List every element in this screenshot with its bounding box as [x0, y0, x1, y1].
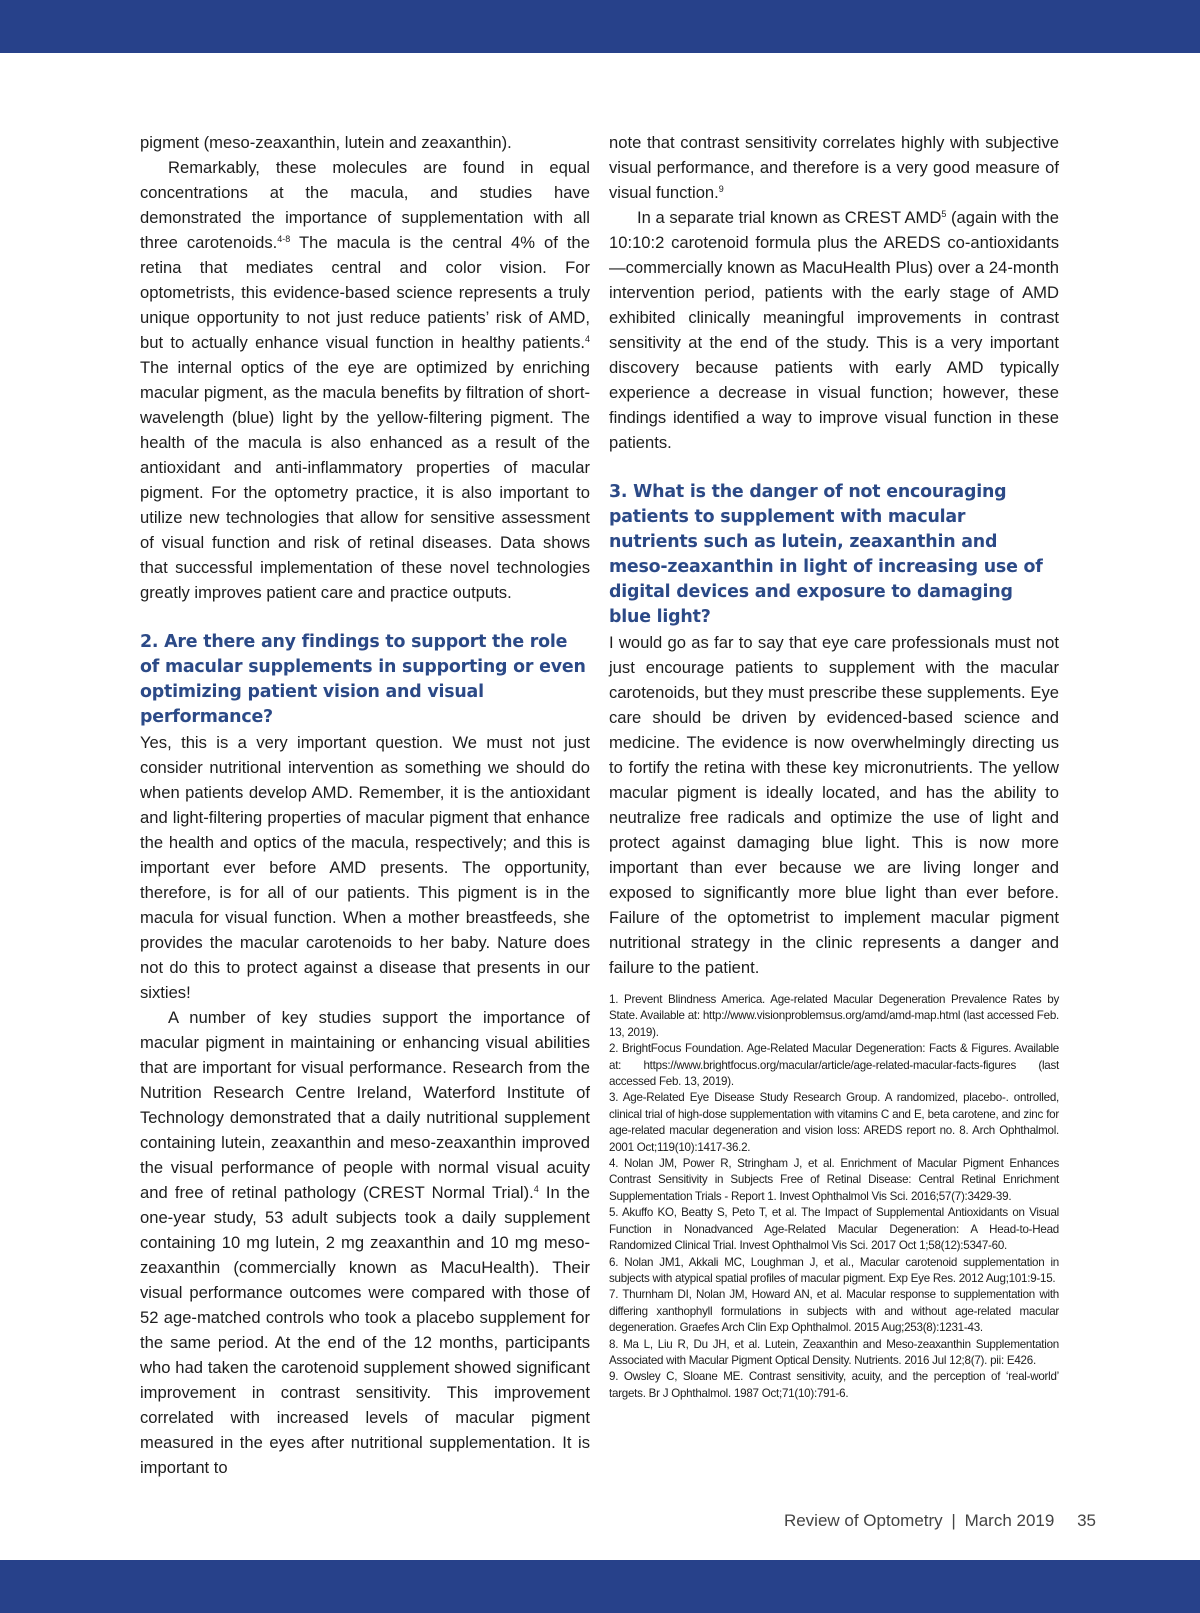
- left-paragraph-1: pigment (meso-zeaxanthin, lutein and zeaxanthin).: [140, 133, 512, 152]
- reference-item: 7. Thurnham DI, Nolan JM, Howard AN, et al. Macular response to supplementation with differing xanthophyll formulations in subjects with and without age-related macular degeneration. Graefes Arch Clin Exp Ophthalmol. 2015 Aug;253(8):1231-43.: [609, 1288, 1059, 1335]
- reference-item: 2. BrightFocus Foundation. Age-Related Macular Degeneration: Facts & Figures. Available at: https://www.brightfocus.org/macular/article/age-related-macular-facts-figures (last accessed Feb. 13, 2019).: [609, 1042, 1059, 1089]
- left-column: [140, 130, 590, 1480]
- reference-item: 5. Akuffo KO, Beatty S, Peto T, et al. The Impact of Supplemental Antioxidants on Visual Function in Nonadvanced Age-Related Macular Degeneration: A Head-to-Head Randomized Clinical Trial. Invest Ophthalmol Vis Sci. 2017 Oct 1;58(12):5347-60.: [609, 1206, 1059, 1253]
- reference-item: 9. Owsley C, Sloane ME. Contrast sensitivity, acuity, and the perception of ‘real-world’ targets. Br J Ophthalmol. 1987 Oct;71(10):791-6.: [609, 1370, 1059, 1400]
- right-paragraph-1: note that contrast sensitivity correlates highly with subjective visual performance, and therefore is a very good measure of visual function.$^9$: [609, 133, 1059, 202]
- page-footer: [784, 1511, 1096, 1531]
- top-color-band: [0, 0, 1200, 53]
- question-2-heading: 2. Are there any findings to support the role of macular supplements in supporting or even optimizing patient vision and visual performance?: [140, 632, 586, 727]
- reference-item: 1. Prevent Blindness America. Age-related Macular Degeneration Prevalence Rates by State. Available at: http://www.visionproblemsus.org/amd/amd-map.html (last accessed Feb. 13, 2019).: [609, 993, 1059, 1039]
- footnote-ref: 4-8: [277, 234, 291, 244]
- right-paragraph-2: In a separate trial known as CREST AMD$^5$ (again with the 10:10:2 carotenoid formula plus the AREDS co-antioxidants—commercially known as MacuHealth Plus) over a 24-month intervention period, patients with the early stage of AMD exhibited clinically meaningful improvements in contrast sensitivity at the end of the study. This is a very important discovery because patients with early AMD typically experience a decrease in visual function; however, these findings identified a way to improve visual function in these patients.: [609, 208, 1059, 452]
- issue-date: March 2019: [964, 1511, 1055, 1530]
- question-3-heading: 3. What is the danger of not encouraging patients to supplement with macular nutrients such as lutein, zeaxanthin and meso-zeaxanthin in light of increasing use of digital devices and exposure to damaging blue light?: [609, 482, 1043, 627]
- left-paragraph-3: Yes, this is a very important question. We must not just consider nutritional intervention as something we should do when patients develop AMD. Remember, it is the antioxidant and light-filtering properties of macular pigment that enhance the health and optics of the macula, respectively; and this is important ever before AMD presents. The opportunity, therefore, is for all of our patients. This pigment is in the macula for visual function. When a mother breastfeeds, she provides the macular carotenoids to her baby. Nature does not do this to protect against a disease that presents in our sixties!: [140, 733, 590, 1002]
- reference-item: 4. Nolan JM, Power R, Stringham J, et al. Enrichment of Macular Pigment Enhances Contrast Sensitivity in Subjects Free of Retinal Disease: Central Retinal Enrichment Supplementation Trials - Report 1. Invest Ophthalmol Vis Sci. 2016;57(7):3429-39.: [609, 1157, 1059, 1203]
- page-number: 35: [1077, 1511, 1096, 1530]
- left-paragraph-4: A number of key studies support the importance of macular pigment in maintaining or enhancing visual abilities that are important for visual performance. Research from the Nutrition Research Centre Ireland, Waterford Institute of Technology demonstrated that a daily nutritional supplement containing lutein, zeaxanthin and meso-zeaxanthin improved the visual performance of people with normal visual acuity and free of retinal pathology (CREST Normal Trial).$^4$ In the one-year study, 53 adult subjects took a daily supplement containing 10 mg lutein, 2 mg zeaxanthin and 10 mg meso-zeaxanthin (commercially known as MacuHealth). Their visual performance outcomes were compared with those of 52 age-matched controls who took a placebo supplement for the same period. At the end of the 12 months, participants who had taken the carotenoid supplement showed significant improvement in contrast sensitivity. This improvement correlated with increased levels of macular pigment measured in the eyes after nutritional supplementation. It is important to: [140, 1008, 590, 1477]
- footer-separator: |: [951, 1511, 956, 1530]
- footnote-ref: 4: [584, 334, 590, 344]
- footnote-ref: 9: [718, 184, 724, 194]
- footnote-ref: 4: [533, 1184, 539, 1194]
- references-list: [609, 992, 1059, 1402]
- right-column: [609, 130, 1059, 1402]
- reference-item: 3. Age-Related Eye Disease Study Research Group. A randomized, placebo-. ontrolled, clinical trial of high-dose supplementation with vitamins C and E, beta carotene, and zinc for age-related macular degeneration and vision loss: AREDS report no. 8. Arch Ophthalmol. 2001 Oct;119(10):1417-36.2.: [609, 1091, 1059, 1154]
- publication-name: Review of Optometry: [783, 1511, 943, 1530]
- left-paragraph-2: Remarkably, these molecules are found in equal concentrations at the macula, and studies have demonstrated the importance of supplementation with all three carotenoids.$^{4-8}$ The macula is the central 4% of the retina that mediates central and color vision. For optometrists, this evidence-based science represents a truly unique opportunity to not just reduce patients’ risk of AMD, but to actually enhance visual function in healthy patients.$^4$ The internal optics of the eye are optimized by enriching macular pigment, as the macula benefits by filtration of short-wavelength (blue) light by the yellow-filtering pigment. The health of the macula is also enhanced as a result of the antioxidant and anti-inflammatory properties of macular pigment. For the optometry practice, it is also important to utilize new technologies that allow for sensitive assessment of visual function and risk of retinal diseases. Data shows that successful implementation of these novel technologies greatly improves patient care and practice outputs.: [140, 158, 590, 602]
- reference-item: 8. Ma L, Liu R, Du JH, et al. Lutein, Zeaxanthin and Meso-zeaxanthin Supplementation Associated with Macular Pigment Optical Density. Nutrients. 2016 Jul 12;8(7). pii: E426.: [609, 1337, 1059, 1367]
- reference-item: 6. Nolan JM1, Akkali MC, Loughman J, et al., Macular carotenoid supplementation in subjects with atypical spatial profiles of macular pigment. Exp Eye Res. 2012 Aug;101:9-15.: [609, 1255, 1059, 1285]
- bottom-color-band: [0, 1560, 1200, 1613]
- footnote-ref: 5: [941, 209, 947, 219]
- right-paragraph-3: I would go as far to say that eye care professionals must not just encourage patients to supplement with the macular carotenoids, but they must prescribe these supplements. Eye care should be driven by evidenced-based science and medicine. The evidence is now overwhelmingly directing us to fortify the retina with these key micronutrients. The yellow macular pigment is ideally located, and has the ability to neutralize free radicals and optimize the use of light and protect against damaging blue light. This is now more important than ever because we are living longer and exposed to significantly more blue light than ever before. Failure of the optometrist to implement macular pigment nutritional strategy in the clinic represents a danger and failure to the patient.: [609, 633, 1059, 977]
